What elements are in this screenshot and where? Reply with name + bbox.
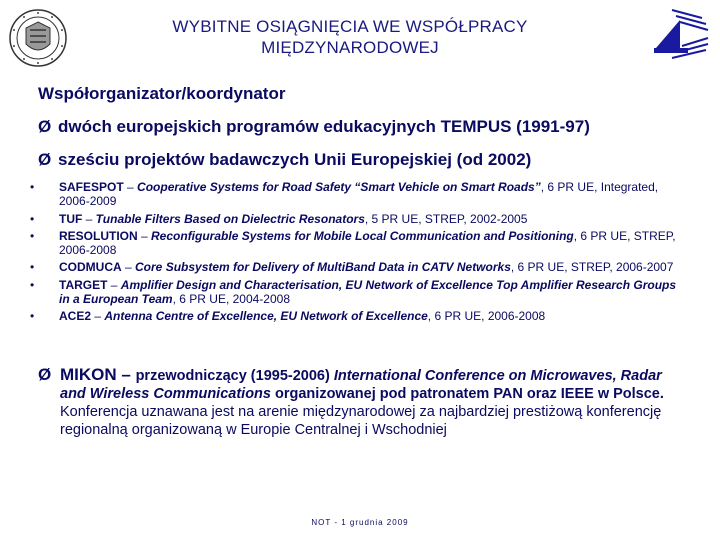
arrow-bullet-icon: Ø <box>38 117 52 136</box>
project-name: SAFESPOT <box>59 180 124 194</box>
project-sep: – <box>137 228 152 243</box>
mikon-dash: – <box>116 365 136 384</box>
arrow-item-eu-projects <box>38 150 531 170</box>
project-name: TUF <box>59 211 83 226</box>
project-details: , 6 PR UE, STREP, 2006-2007 <box>510 260 674 275</box>
page-title <box>90 16 610 58</box>
mikon-organizer: organizowanej pod patronatem PAN oraz IEEE w Polsce. <box>270 386 664 402</box>
arrow-bullet-icon: Ø <box>38 150 52 169</box>
project-details: , 6 PR UE, 2004-2008 <box>172 292 290 307</box>
project-description: Cooperative Systems for Road Safety “Smart Vehicle on Smart Roads” <box>137 180 541 194</box>
project-description: Tunable Filters Based on Dielectric Resonators <box>95 211 365 226</box>
arrow-item-text: dwóch europejskich programów edukacyjnych TEMPUS (1991-97) <box>58 117 590 136</box>
project-list <box>30 180 690 324</box>
university-seal-logo <box>8 8 68 68</box>
project-description: Amplifier Design and Characterisation, EU Network of Excellence Top Amplifier Research Groups in a European Team <box>59 277 677 307</box>
project-details: , 6 PR UE, 2006-2008 <box>427 309 546 324</box>
bullet-icon: • <box>30 277 35 292</box>
project-name: RESOLUTION <box>59 228 138 243</box>
project-description: Antenna Centre of Excellence, EU Network of Excellence <box>104 309 428 324</box>
project-sep: – <box>123 180 138 194</box>
list-item <box>30 229 690 258</box>
arrow-bullet-icon: Ø <box>38 365 52 384</box>
bullet-icon: • <box>30 260 35 275</box>
mikon-paragraph <box>38 366 688 439</box>
project-name: CODMUCA <box>59 260 122 275</box>
mikon-name: MIKON <box>60 365 117 384</box>
project-details: , 6 PR UE, Integrated, 2006-2009 <box>59 180 659 209</box>
list-item <box>30 309 690 323</box>
project-details: , 5 PR UE, STREP, 2002-2005 <box>364 211 528 226</box>
section-heading: Współorganizator/koordynator <box>38 84 286 103</box>
project-sep: – <box>91 309 105 324</box>
project-name: ACE2 <box>59 309 92 324</box>
bullet-icon: • <box>30 211 35 226</box>
project-sep: – <box>121 260 136 275</box>
bullet-icon: • <box>30 309 35 324</box>
project-details: , 6 PR UE, STREP, 2006-2008 <box>59 228 676 258</box>
list-item <box>30 180 690 209</box>
list-item <box>30 260 690 274</box>
project-sep: – <box>82 211 96 226</box>
bullet-icon: • <box>30 228 35 243</box>
mikon-description: Konferencja uznawana jest na arenie międzynarodowej za najbardziej prestiżową konferencję regionalną organizowaną w Europie Centralnej i Wschodniej <box>60 404 662 438</box>
mikon-conference-name: International Conference on Microwaves, Radar and Wireless Communications <box>60 368 662 402</box>
title-line-2: MIĘDZYNARODOWEJ <box>261 38 439 57</box>
project-sep: – <box>107 277 121 292</box>
footer: NOT - 1 grudnia 2009 <box>311 518 409 527</box>
faculty-logo <box>652 8 710 64</box>
project-description: Core Subsystem for Delivery of MultiBand Data in CATV Networks <box>135 260 511 275</box>
title-line-1: WYBITNE OSIĄGNIĘCIA WE WSPÓŁPRACY <box>172 17 528 36</box>
list-item <box>30 212 690 226</box>
project-description: Reconfigurable Systems for Mobile Local Communication and Positioning <box>151 228 574 243</box>
mikon-role: przewodniczący (1995-2006) <box>135 368 334 384</box>
project-name: TARGET <box>59 277 108 292</box>
arrow-item-text: sześciu projektów badawczych Unii Europejskiej (od 2002) <box>58 150 532 169</box>
arrow-item-tempus <box>38 117 590 137</box>
list-item <box>30 278 690 307</box>
bullet-icon: • <box>30 180 35 194</box>
